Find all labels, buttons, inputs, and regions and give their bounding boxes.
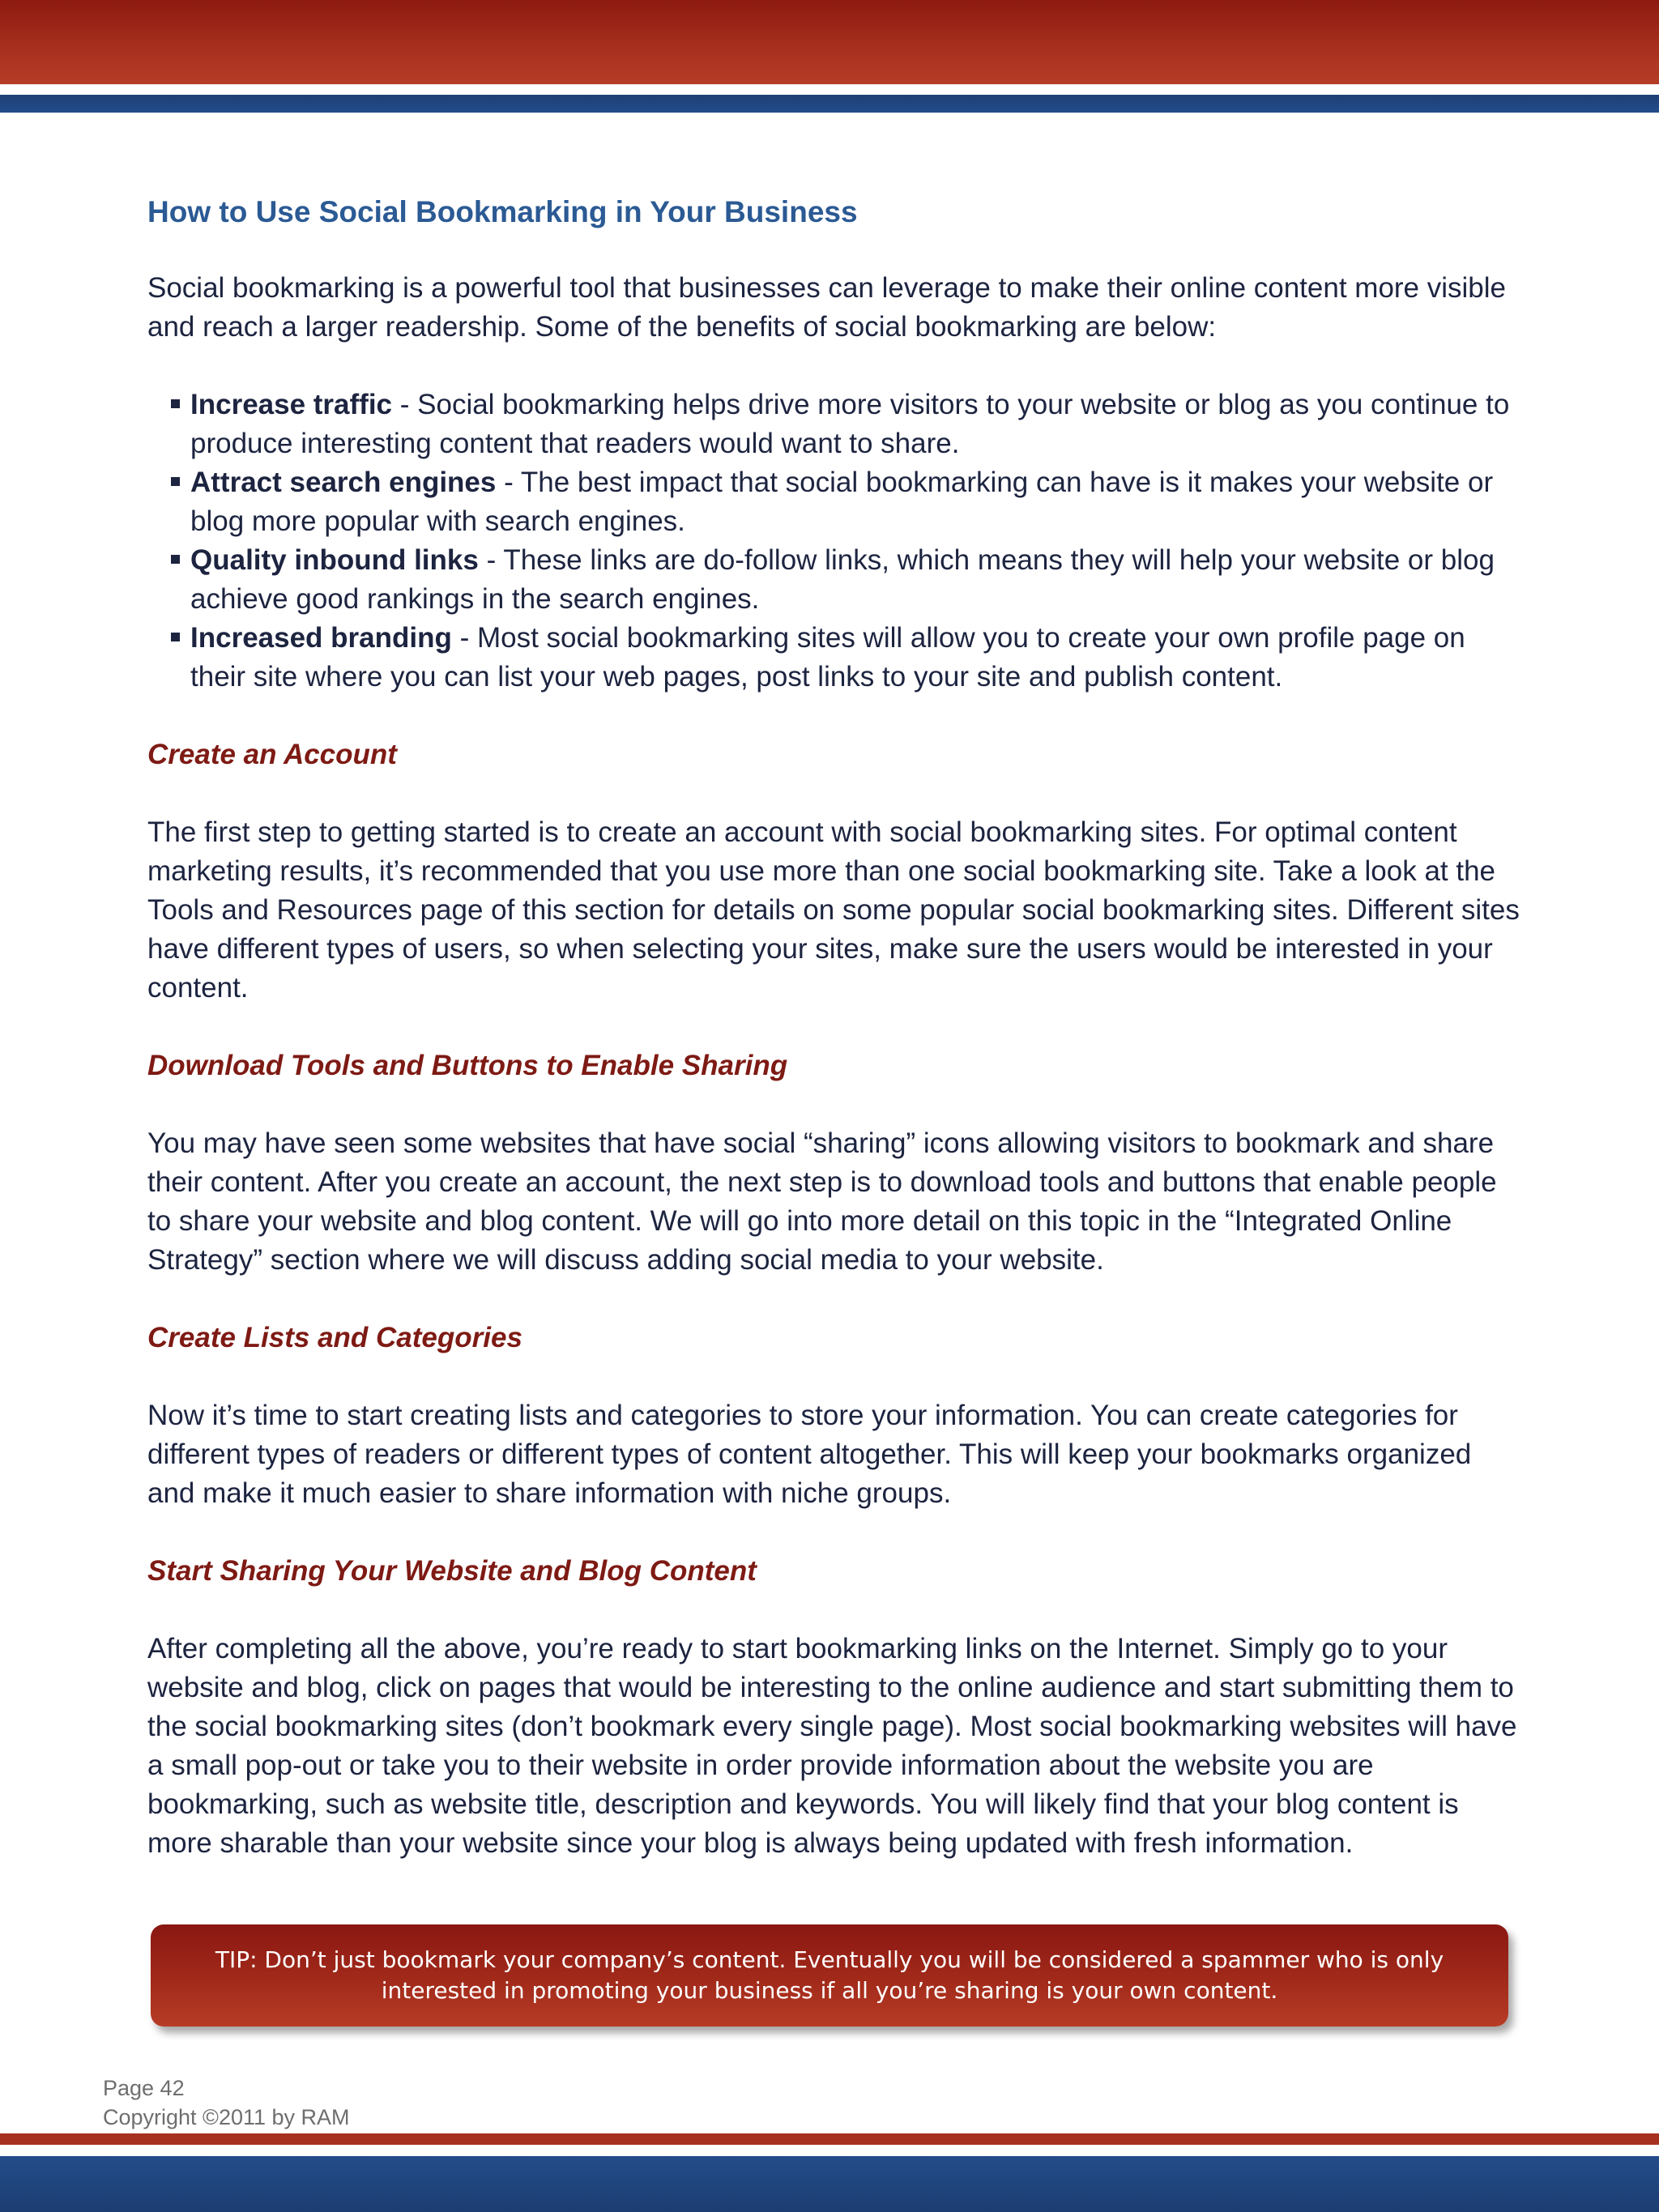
list-item — [147, 386, 1525, 463]
section-heading-start-sharing: Start Sharing Your Website and Blog Content — [147, 1555, 757, 1587]
benefit-text: - These links are do-follow links, which means they will help your website or blog achieve good rankings in the search engines. — [190, 544, 1495, 615]
section-heading-lists-categories: Create Lists and Categories — [147, 1322, 522, 1353]
tip-text: TIP: Don’t just bookmark your company’s content. Eventually you will be considered a spammer who is only interested in promoting your business if all you’re sharing is your own content. — [215, 1946, 1444, 2004]
page-footer — [103, 2073, 350, 2132]
footer-red-stripe — [0, 2133, 1659, 2145]
section-body-create-account: The first step to getting started is to create an account with social bookmarking sites. For optimal content marketing results, it’s recommended that you use more than one social bookmarking site. Take a look at the Tools and Resources page of this section for details on some popular social bookmarking sites. Different sites have different types of users, so when selecting your sites, make sure the users would be interested in your content. — [147, 816, 1520, 1004]
square-bullet-icon — [171, 633, 180, 641]
list-item — [147, 619, 1525, 697]
benefit-term: Increase traffic — [190, 389, 393, 420]
section-body-lists-categories: Now it’s time to start creating lists and categories to store your information. You can create categories for different types of readers or different types of content altogether. This will keep your bookmarks organized and make it much easier to share information with niche groups. — [147, 1400, 1472, 1509]
square-bullet-icon — [171, 477, 180, 486]
section-body-start-sharing: After completing all the above, you’re ready to start bookmarking links on the Internet. Simply go to your website and blog, click on pages that would be interesting to the online audience and start submitting them to the social bookmarking sites (don’t bookmark every single page). Most social bookmarking websites will have a small pop-out or take you to their website in order provide information about the website you are bookmarking, such as website title, description and keywords. You will likely find that your blog content is more sharable than your website since your blog is always being updated with fresh information. — [147, 1633, 1517, 1859]
header-blue-stripe — [0, 95, 1659, 113]
benefits-list — [147, 386, 1525, 697]
benefit-text: - Social bookmarking helps drive more visitors to your website or blog as you continue to produce interesting content that readers would want to share. — [190, 389, 1510, 459]
header-red-band — [0, 0, 1659, 84]
benefit-text: - Most social bookmarking sites will allow you to create your own profile page on their site where you can list your web pages, post links to your site and publish content. — [190, 622, 1465, 693]
square-bullet-icon — [171, 555, 180, 564]
benefit-term: Increased branding — [190, 622, 452, 654]
footer-blue-band — [0, 2156, 1659, 2212]
square-bullet-icon — [171, 399, 180, 408]
intro-paragraph: Social bookmarking is a powerful tool that businesses can leverage to make their online content more visible and reach a larger readership. Some of the benefits of social bookmarking are below: — [147, 272, 1507, 343]
benefit-text: - The best impact that social bookmarking can have is it makes your website or blog more popular with search engines. — [190, 467, 1494, 537]
page-title: How to Use Social Bookmarking in Your Business — [147, 195, 858, 228]
page-number: Page 42 — [103, 2076, 185, 2100]
benefit-term: Attract search engines — [190, 467, 497, 498]
copyright-text: Copyright ©2011 by RAM — [103, 2105, 350, 2129]
section-body-download-tools: You may have seen some websites that have social “sharing” icons allowing visitors to bookmark and share their content. After you create an account, the next step is to download tools and buttons that enable people to share your website and blog content. We will go into more detail on this topic in the “Integrated Online Strategy” section where we will discuss adding social media to your website. — [147, 1127, 1497, 1276]
tip-box — [151, 1924, 1508, 2027]
list-item — [147, 541, 1525, 619]
section-heading-download-tools: Download Tools and Buttons to Enable Sharing — [147, 1050, 788, 1081]
benefit-term: Quality inbound links — [190, 544, 479, 576]
list-item — [147, 463, 1525, 541]
section-heading-create-account: Create an Account — [147, 739, 397, 770]
page-content — [147, 188, 1525, 1902]
